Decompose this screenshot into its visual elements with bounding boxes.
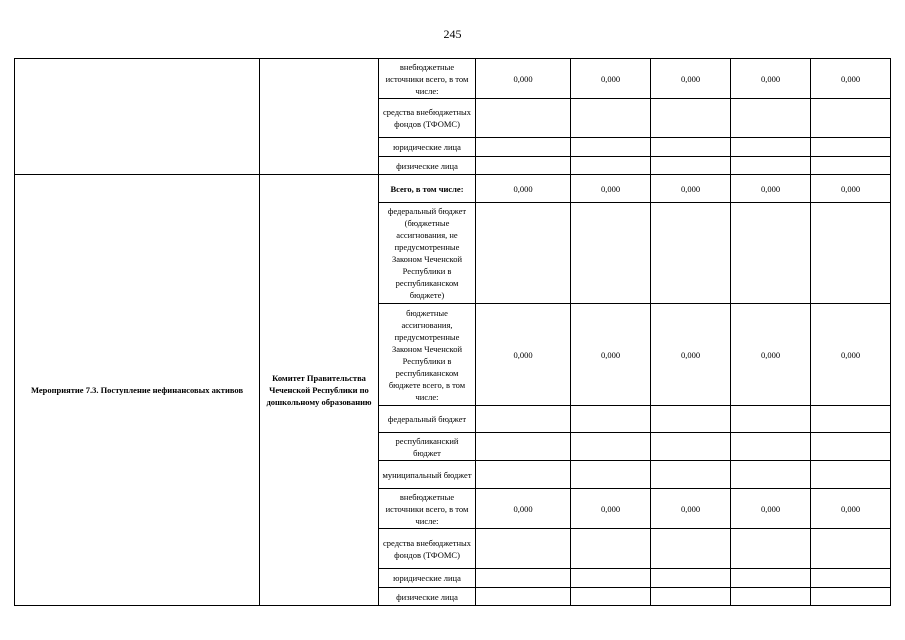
- source-cell: средства внебюджетных фондов (ТФОМС): [379, 529, 476, 569]
- value-cell: [811, 157, 891, 175]
- value-cell: [571, 433, 651, 461]
- value-cell: [571, 203, 651, 304]
- value-cell: 0,000: [571, 59, 651, 99]
- value-cell: 0,000: [731, 59, 811, 99]
- source-cell: республиканский бюджет: [379, 433, 476, 461]
- value-cell: [476, 433, 571, 461]
- value-cell: [731, 138, 811, 157]
- value-cell: [476, 99, 571, 138]
- value-cell: [811, 406, 891, 433]
- source-cell: федеральный бюджет (бюджетные ассигнования, не предусмотренные Законом Чеченской Республики в республиканском бюджете): [379, 203, 476, 304]
- budget-table: [14, 58, 891, 606]
- source-cell: физические лица: [379, 157, 476, 175]
- value-cell: 0,000: [731, 489, 811, 529]
- value-cell: [731, 99, 811, 138]
- value-cell: [811, 138, 891, 157]
- source-cell: внебюджетные источники всего, в том числе:: [379, 489, 476, 529]
- value-cell: [811, 569, 891, 588]
- value-cell: [571, 157, 651, 175]
- value-cell: 0,000: [476, 175, 571, 203]
- value-cell: [571, 588, 651, 606]
- source-cell: физические лица: [379, 588, 476, 606]
- value-cell: [651, 588, 731, 606]
- value-cell: [731, 529, 811, 569]
- value-cell: [811, 529, 891, 569]
- value-cell: 0,000: [811, 175, 891, 203]
- empty-event-cell: [15, 59, 260, 175]
- value-cell: [811, 461, 891, 489]
- value-cell: [731, 203, 811, 304]
- value-cell: [571, 461, 651, 489]
- value-cell: [811, 203, 891, 304]
- value-cell: [731, 157, 811, 175]
- value-cell: [571, 529, 651, 569]
- value-cell: [651, 406, 731, 433]
- source-cell: бюджетные ассигнования, предусмотренные Законом Чеченской Республики в республиканском бюджете всего, в том числе:: [379, 304, 476, 406]
- source-cell: федеральный бюджет: [379, 406, 476, 433]
- source-cell: муниципальный бюджет: [379, 461, 476, 489]
- source-cell: юридические лица: [379, 569, 476, 588]
- table-row: [15, 59, 891, 99]
- value-cell: 0,000: [811, 489, 891, 529]
- event-executor: Комитет Правительства Чеченской Республики по дошкольному образованию: [260, 175, 379, 606]
- value-cell: 0,000: [476, 489, 571, 529]
- value-cell: [571, 99, 651, 138]
- value-cell: [731, 569, 811, 588]
- value-cell: [651, 433, 731, 461]
- value-cell: 0,000: [476, 304, 571, 406]
- value-cell: [651, 138, 731, 157]
- value-cell: 0,000: [731, 175, 811, 203]
- value-cell: [651, 157, 731, 175]
- source-cell: средства внебюджетных фондов (ТФОМС): [379, 99, 476, 138]
- value-cell: [731, 433, 811, 461]
- event-title: Мероприятие 7.3. Поступление нефинансовых активов: [15, 175, 260, 606]
- value-cell: 0,000: [476, 59, 571, 99]
- value-cell: [476, 203, 571, 304]
- value-cell: [651, 203, 731, 304]
- value-cell: [571, 569, 651, 588]
- value-cell: 0,000: [571, 175, 651, 203]
- value-cell: [476, 138, 571, 157]
- value-cell: [476, 569, 571, 588]
- value-cell: [476, 588, 571, 606]
- value-cell: [476, 529, 571, 569]
- value-cell: [651, 529, 731, 569]
- value-cell: 0,000: [811, 304, 891, 406]
- value-cell: 0,000: [651, 175, 731, 203]
- value-cell: 0,000: [651, 489, 731, 529]
- value-cell: [476, 157, 571, 175]
- value-cell: [731, 406, 811, 433]
- page-number: 245: [443, 27, 462, 41]
- empty-executor-cell: [260, 59, 379, 175]
- value-cell: [811, 588, 891, 606]
- value-cell: [651, 569, 731, 588]
- value-cell: [571, 406, 651, 433]
- value-cell: [811, 433, 891, 461]
- value-cell: [571, 138, 651, 157]
- value-cell: [811, 99, 891, 138]
- table-row: [15, 175, 891, 203]
- value-cell: [651, 99, 731, 138]
- value-cell: [731, 588, 811, 606]
- value-cell: 0,000: [571, 489, 651, 529]
- value-cell: [476, 406, 571, 433]
- value-cell: [651, 461, 731, 489]
- source-cell: Всего, в том числе:: [379, 175, 476, 203]
- value-cell: 0,000: [571, 304, 651, 406]
- source-cell: внебюджетные источники всего, в том числе:: [379, 59, 476, 99]
- value-cell: 0,000: [651, 59, 731, 99]
- source-cell: юридические лица: [379, 138, 476, 157]
- value-cell: 0,000: [731, 304, 811, 406]
- value-cell: 0,000: [811, 59, 891, 99]
- value-cell: [731, 461, 811, 489]
- value-cell: 0,000: [651, 304, 731, 406]
- value-cell: [476, 461, 571, 489]
